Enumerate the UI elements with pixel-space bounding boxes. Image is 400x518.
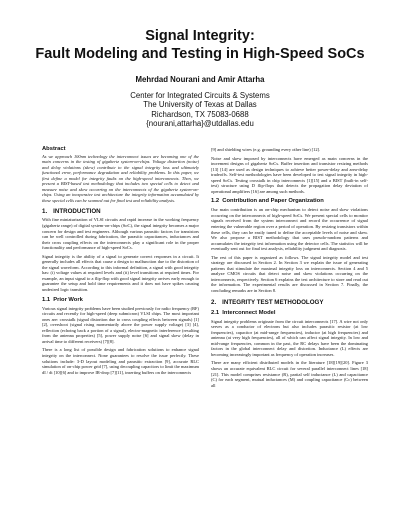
subsection-number: 1.2 [211, 198, 220, 205]
affiliation-line: The University of Texas at Dallas [143, 100, 257, 110]
author-emails: {nourani,attarha}@utdallas.edu [146, 119, 254, 129]
paragraph: There is a long list of possible design and fabrication solutions to enhance signal integrity on the interconnect. None guarantees to resolve the issue perfectly. These solutions include: 3-D layout modeling and parasitic extraction [9], accurate RLC simulation of on-chip power grid [7], using decoupling capacitors to limit the maximum dI / dt [10][6] and to improve IR-drop [7][11], inserting buffers on the interconnects [42, 347, 199, 375]
section-number: 2. [211, 298, 217, 306]
paper-title-line2: Fault Modeling and Testing in High-Speed SoCs [35, 46, 365, 62]
subsection-title: Contribution and Paper Organization [222, 198, 324, 205]
paragraph: [9] and shielding wires (e.g. grounding every other line) [12]. [211, 147, 321, 152]
section-number: 1. [42, 208, 48, 216]
left-column [42, 147, 199, 378]
paper-authors: Mehrdad Nourani and Amir Attarha [135, 75, 265, 84]
paragraph: Noise and skew imposed by interconnects have emerged as main concerns in the increment designs of gigahertz SoCs. Buffer insertion and transistor resizing methods [13] [14] are used as design techniques to achieve better power-delay and area-delay tradeoffs. Self-test methodologies have been developed to test signal integrity in high-speed SoCs. Testing crosstalk in chip interconnects [1][15] and a BIST (built-in self-test) structure using D flip-flops that detects the propagation delay deviation of operational amplifiers [16] are among such methods. [211, 155, 368, 194]
section-title: INTRODUCTION [53, 208, 101, 216]
subsection-heading-prior-work [42, 297, 199, 304]
affiliation-block [0, 91, 400, 129]
paragraph: Signal integrity is the ability of a signal to generate correct responses in a circuit. It generally includes all effects that cause a design to malfunction due to the distortion of the signal waveform. According to this informal definition, a signal with good integrity has: (i) voltage values at required levels and (ii) level transitions at required times. For example, an input signal to a flip-flop with good signal integrity arrives early enough to guarantee the setup and hold time requirements and it does not have spikes causing undesired logic transition. [42, 253, 199, 293]
subsection-heading-contribution [211, 198, 368, 205]
paper-title-line1: Signal Integrity: [145, 28, 255, 44]
right-column [211, 147, 368, 391]
subsection-heading-interconnect-model [211, 310, 368, 317]
affiliation-line: Richardson, TX 75083-0688 [151, 109, 249, 119]
subsection-title: Prior Work [53, 296, 83, 303]
abstract-heading: Abstract [42, 146, 66, 152]
section-heading-introduction [42, 208, 199, 215]
paragraph: Signal integrity problems originate from the circuit interconnects [17]. A wire not only serves as a conductor of electrons but also includes parasitic resistor (at low frequencies), capacitor (at mid-range frequencies), inductor (at high frequencies) and antenna (at very high frequencies), all of which can affect signal integrity. In low and mid-range frequencies, common in the past, the RC delays have been the dominating factors in the global interconnect delay and distortion. Inductance (L) effects are becoming increasingly important as frequency of operation increases. [211, 318, 368, 357]
paragraph: Various signal integrity problems have been studied previously for radio frequency (RF) circuits and recently for high-speed (deep submicron) VLSI chips. The most important ones are: crosstalk (signal distortion due to cross coupling effects between signals) [1] [2], overshoot (signal rising momentarily above the power supply voltage) [3] [4], reflection (echoing back a portion of a signal), electro-magnetic interference (resulting from the antenna properties) [5], power supply noise [6] and signal skew (delay in arrival time to different receivers) [7][8]. [42, 305, 199, 344]
section-heading-integrity-test [211, 299, 368, 306]
affiliation-line: Center for Integrated Circuits & Systems [130, 91, 270, 100]
section-title: INTEGRITY TEST METHODOLOGY [222, 298, 324, 306]
paragraph: The rest of this paper is organized as follows. The signal integrity model and test strategy are discussed in Section 2. In Section 3 we explain the issue of generating patterns that stimulate the maximal integrity loss on interconnects. Section 4 and 5 analyze CMOS circuits that detect noise and skew violations occurring on the interconnects, respectively. Section 6 explains the test architecture to store and read out the information. The experimental results are discussed in Section 7. Finally, the concluding remarks are in Section 8. [211, 254, 368, 294]
abstract-text: As we approach 100nm technology the interconnect issues are becoming one of the main concerns in the testing of gigahertz system-on-chips. Voltage distortion (noise) and delay violations (skew) contribute to the signal integrity loss and ultimately functional error, performance degradation and reliability problems. In this paper, we first define a model for integrity faults on the high-speed interconnects. Then, we present a BIST-based test methodology that includes two special cells to detect and measure noise and skew occurring on the interconnects of the gigahertz system-on-chips. Using an inexpensive test architecture the integrity information accumulated by these special cells can be scanned out for final test and reliability analysis. [42, 153, 199, 203]
paragraph: With fine miniaturization of VLSI circuits and rapid increase in the working frequency (gigahertz range) of digital system-on-chips (SoC), the signal integrity becomes a major concern for design and test engineers. Although various parasitic factors for transistors can be well controlled during fabrication, the parasitic capacitances, inductances and their cross coupling effects on the interconnects play a significant role in the proper functionality and performance of high-speed SoCs. [42, 217, 199, 251]
subsection-number: 1.1 [42, 296, 51, 303]
subsection-title: Interconnect Model [222, 309, 276, 316]
paragraph: Our main contribution is an on-chip mechanism to detect noise and skew violations occurring on the interconnects of high-speed SoCs. We present special cells to monitor signals received from the system interconnect and record the occurrence of signal entering the vulnerable region over a period of operation. By resizing transistors within these cells, they can be easily tuned to define the acceptable levels of noise and skew. We also propose a BIST methodology that uses pseudo-random patterns and accumulates the integrity test information using the detector cells. The statistics will be eventually sent out for final test analysis, reliability judgment and diagnosis. [211, 207, 368, 252]
paragraph: There are many efficient distributed models in the literature [18][19][20]. Figure 3 shows an accurate equivalent RLC circuit for several parallel interconnect lines [18][21]. This model comprises resistance (R), partial self inductance (L) and capacitance (C) for each segment, mutual inductances (M) and coupling capacitance (Cc) between all [211, 360, 368, 388]
subsection-number: 2.1 [211, 309, 220, 316]
